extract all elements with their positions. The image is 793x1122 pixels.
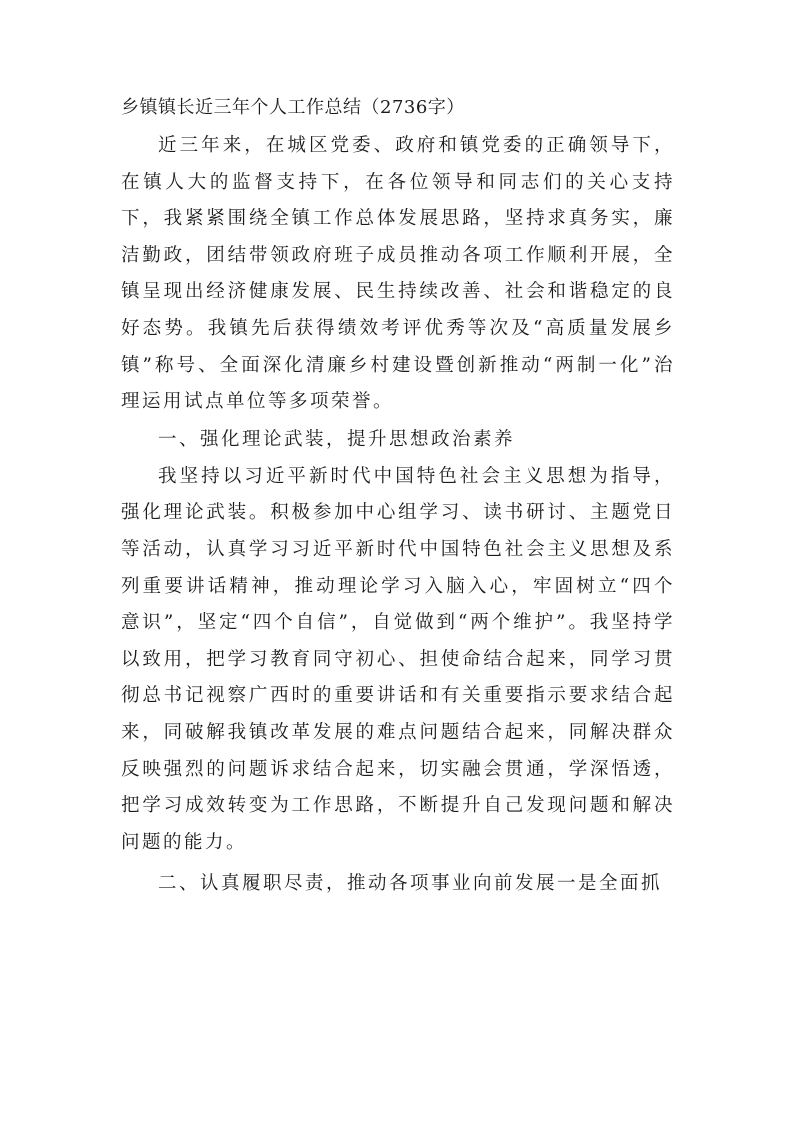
document-title: 乡镇镇长近三年个人工作总结（2736字） — [121, 97, 465, 118]
section-2-heading: 二、认真履职尽责，推动各项事业向前发展一是全面抓 — [158, 873, 663, 895]
intro-paragraph: 近三年来，在城区党委、政府和镇党委的正确领导下，在镇人大的监督支持下，在各位领导和同志们的关心支持下，我紧紧围绕全镇工作总体发展思路，坚持求真务实，廉洁勤政，团结带领政府班子成员推动各项工作顺利开展，全镇呈现出经济健康发展、民生持续改善、社会和谐稳定的良好态势。我镇先后获得绩效考评优秀等次及“高质量发展乡镇”称号、全面深化清廉乡村建设暨创新推动“两制一化”治理运用试点单位等多项荣誉。 — [121, 135, 675, 413]
section-1-paragraph: 我坚持以习近平新时代中国特色社会主义思想为指导，强化理论武装。积极参加中心组学习、读书研讨、主题党日等活动，认真学习习近平新时代中国特色社会主义思想及系列重要讲话精神，推动理论学习入脑入心，牢固树立“四个意识”，坚定“四个自信”，自觉做到“两个维护”。我坚持学以致用，把学习教育同守初心、担使命结合起来，同学习贯彻总书记视察广西时的重要讲话和有关重要指示要求结合起来，同破解我镇改革发展的难点问题结合起来，同解决群众反映强烈的问题诉求结合起来，切实融会贯通，学深悟透，把学习成效转变为工作思路，不断提升自己发现问题和解决问题的能力。 — [121, 465, 675, 853]
section-1-heading: 一、强化理论武装，提升思想政治素养 — [158, 428, 516, 450]
